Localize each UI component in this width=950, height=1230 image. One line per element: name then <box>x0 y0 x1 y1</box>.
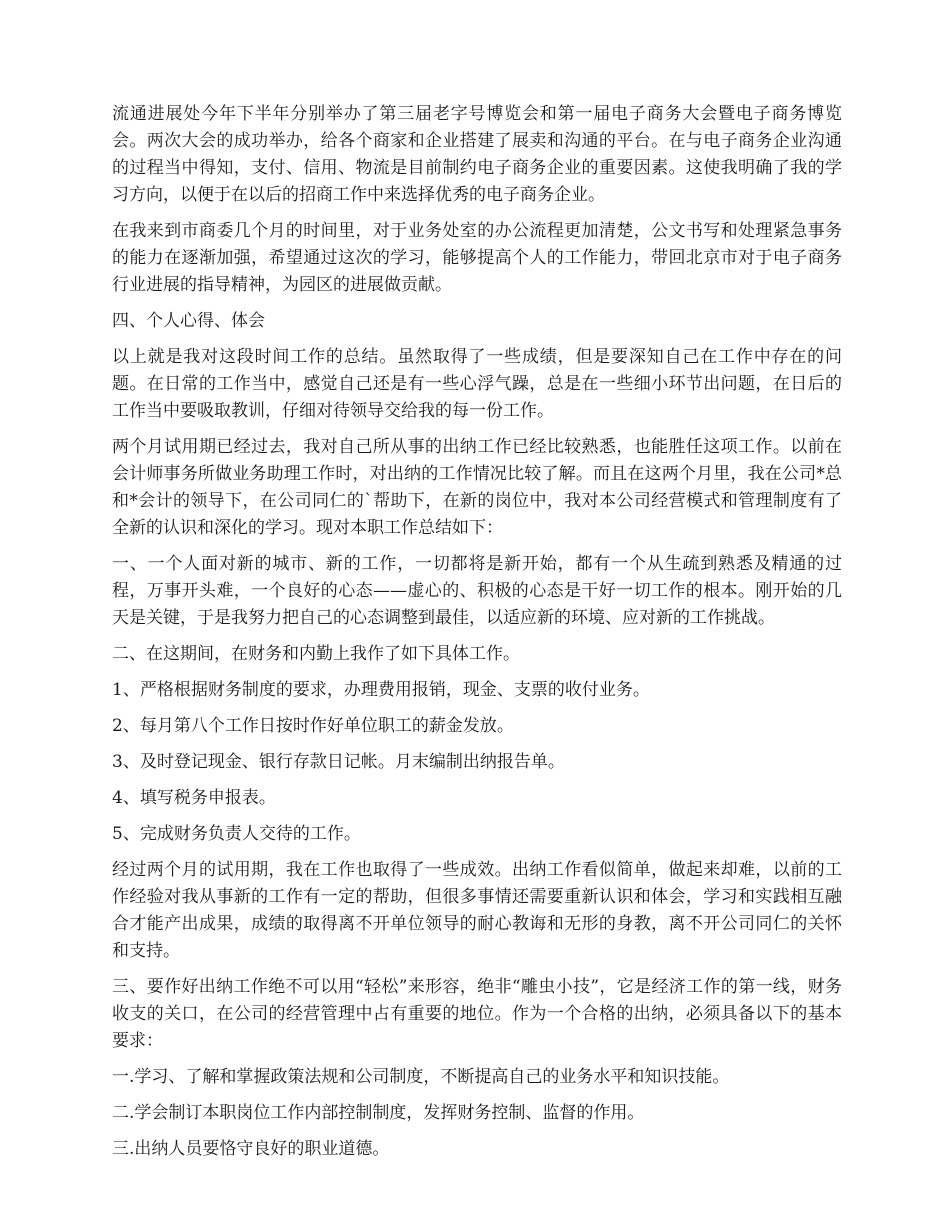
document-body <box>112 101 842 1163</box>
paragraph-self-reflection: 以上就是我对这段时间工作的总结。虽然取得了一些成绩，但是要深知自己在工作中存在的问题。在日常的工作当中，感觉自己还是有一些心浮气躁，总是在一些细小环节出问题，在日后的工作当中要吸取教训，仔细对待领导交给我的每一份工作。 <box>112 347 842 421</box>
paragraph-work-ability: 在我来到市商委几个月的时间里，对于业务处室的办公流程更加清楚，公文书写和处理紧急事务的能力在逐渐加强，希望通过这次的学习，能够提高个人的工作能力，带回北京市对于电子商务行业进展的指导精神，为园区的进展做贡献。 <box>112 221 842 295</box>
list-item-payroll: 2、每月第八个工作日按时作好单位职工的薪金发放。 <box>112 716 514 736</box>
paragraph-expo-summary: 流通进展处今年下半年分别举办了第三届老字号博览会和第一届电子商务大会暨电子商务博览会。两次大会的成功举办，给各个商家和企业搭建了展卖和沟通的平台。在与电子商务企业沟通的过程当中得知，支付、信用、物流是目前制约电子商务企业的重要因素。这使我明确了我的学习方向，以便于在以后的招商工作中来选择优秀的电子商务企业。 <box>112 104 842 205</box>
list-item-journal: 3、及时登记现金、银行存款日记帐。月末编制出纳报告单。 <box>112 752 565 772</box>
list-item-internal-control: 二.学会制订本职岗位工作内部控制制度，发挥财务控制、监督的作用。 <box>112 1103 645 1123</box>
list-item-learn-policy: 一.学习、了解和掌握政策法规和公司制度，不断提高自己的业务水平和知识技能。 <box>112 1067 730 1087</box>
list-item-ethics: 三.出纳人员要恪守良好的职业道德。 <box>112 1139 390 1159</box>
paragraph-attitude: 一、一个人面对新的城市、新的工作，一切都将是新开始，都有一个从生疏到熟悉及精通的过程，万事开头难，一个良好的心态——虚心的、积极的心态是干好一切工作的根本。刚开始的几天是关键，于是我努力把自己的心态调整到最佳，以适应新的环境、应对新的工作挑战。 <box>112 554 842 628</box>
paragraph-probation-intro: 两个月试用期已经过去，我对自己所从事的出纳工作已经比较熟悉，也能胜任这项工作。以前在会计师事务所做业务助理工作时，对出纳的工作情况比较了解。而且在这两个月里，我在公司*总和*会计的领导下，在公司同仁的`帮助下，在新的岗位中，我对本公司经营模式和管理制度有了全新的认识和深化的学习。现对本职工作总结如下： <box>112 437 842 538</box>
paragraph-results: 经过两个月的试用期，我在工作也取得了一些成效。出纳工作看似简单，做起来却难，以前的工作经验对我从事新的工作有一定的帮助，但很多事情还需要重新认识和体会，学习和实践相互融合才能产出成果，成绩的取得离不开单位领导的耐心教诲和无形的身教，离不开公司同仁的关怀和支持。 <box>112 860 842 961</box>
list-item-assigned-tasks: 5、完成财务负责人交待的工作。 <box>112 824 361 844</box>
section-heading-personal-experience: 四、个人心得、体会 <box>112 311 265 331</box>
paragraph-cashier-requirements: 三、要作好出纳工作绝不可以用“轻松”来形容，绝非“雕虫小技”，它是经济工作的第一线，财务收支的关口，在公司的经营管理中占有重要的地位。作为一个合格的出纳，必须具备以下的基本要求： <box>112 977 842 1051</box>
section-heading-specific-work: 二、在这期间，在财务和内勤上我作了如下具体工作。 <box>112 644 520 664</box>
list-item-reimbursement: 1、严格根据财务制度的要求，办理费用报销，现金、支票的收付业务。 <box>112 680 650 700</box>
list-item-tax-filing: 4、填写税务申报表。 <box>112 788 276 808</box>
